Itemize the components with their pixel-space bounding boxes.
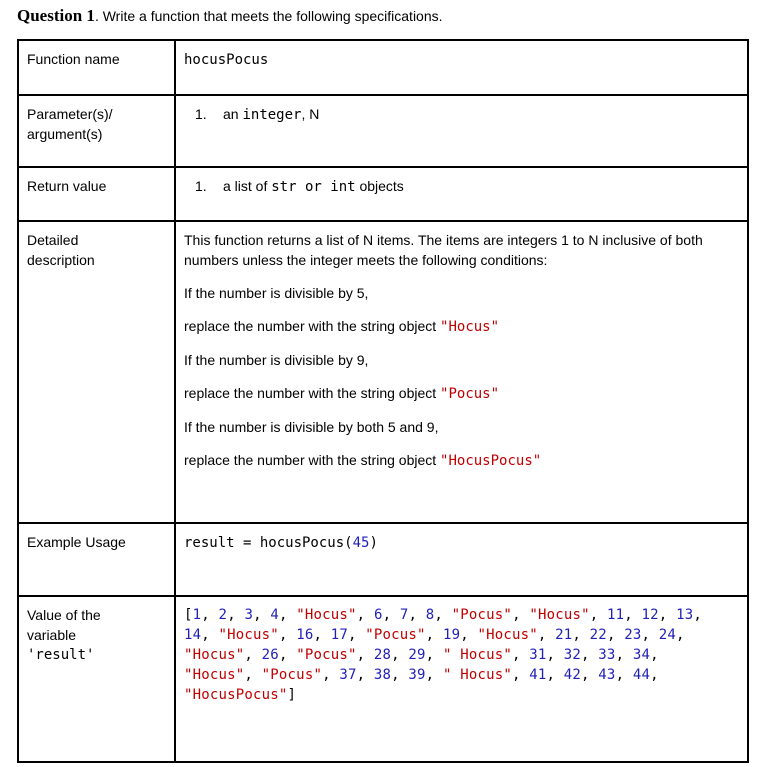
punctuation-token: ] [287,687,297,703]
punctuation-token: , [589,607,607,623]
question-heading [17,6,443,26]
punctuation-token: , [537,627,556,643]
replacement-3-text: replace the number with the string object [184,452,441,468]
return-prefix: a list of [223,178,272,194]
punctuation-token: , [676,627,685,643]
number-token: 44 [632,667,651,683]
string-token: "HocusPocus" [184,687,288,703]
condition-2: If the number is divisible by 9, [184,352,369,368]
punctuation-token: , [511,667,530,683]
string-token: "Hocus" [529,607,590,623]
question-instruction: . Write a function that meets the following specifications. [94,8,443,24]
string-token: "Pocus" [451,607,513,623]
punctuation-token: , [650,667,659,683]
punctuation-token: , [391,647,409,663]
punctuation-token: , [425,647,443,663]
result-list [184,605,739,705]
label-result-line3: 'result' [27,647,95,663]
value-function-name [175,40,748,95]
value-return-value [175,167,748,221]
number-token: 34 [632,647,651,663]
label-example-usage: Example Usage [18,523,175,596]
punctuation-token: , [658,607,677,623]
replacement-1-text: replace the number with the string object [184,318,441,334]
punctuation-token: , [434,607,452,623]
number-token: 43 [598,667,616,683]
punctuation-token: , [244,647,262,663]
label-description-line1: Detailed [27,232,79,248]
replacement-3-value: "HocusPocus" [440,453,542,469]
function-name: hocusPocus [184,52,269,68]
number-token: 38 [373,667,392,683]
number-token: 22 [589,627,607,643]
replacement-2 [184,383,739,404]
punctuation-token: , [641,627,659,643]
result-line [184,685,739,705]
punctuation-token: , [572,627,590,643]
punctuation-token: , [278,647,297,663]
row-result [18,596,748,762]
number-token: 11 [607,607,625,623]
punctuation-token: , [693,607,702,623]
punctuation-token: , [201,607,219,623]
replacement-2-value: "Pocus" [440,386,500,402]
label-function-name: Function name [18,40,175,95]
example-code-suffix: ) [369,535,378,551]
example-code-prefix: result = hocusPocus( [184,535,353,551]
punctuation-token: , [313,627,331,643]
punctuation-token: , [615,647,633,663]
number-token: 26 [261,647,279,663]
punctuation-token: , [356,607,374,623]
number-token: 4 [270,607,279,623]
punctuation-token: , [425,667,443,683]
punctuation-token: , [650,647,659,663]
number-token: 7 [399,607,409,623]
punctuation-token: [ [184,607,193,623]
number-token: 29 [408,647,426,663]
string-token: "Pocus" [365,627,426,643]
row-parameters [18,95,748,167]
number-token: 13 [676,607,694,623]
punctuation-token: , [512,607,530,623]
string-token: "Hocus" [184,647,245,663]
label-parameters-line1: Parameter(s)/ [27,106,113,122]
number-token: 39 [408,667,426,683]
result-line [184,625,739,645]
number-token: 1 [192,607,202,623]
number-token: 33 [598,647,616,663]
row-return-value [18,167,748,221]
number-token: 3 [244,607,254,623]
return-item [184,176,739,197]
number-token: 32 [563,647,582,663]
punctuation-token: , [606,627,625,643]
number-token: 16 [296,627,314,643]
parameter-name: , N [301,106,320,122]
value-example-usage [175,523,748,596]
number-token: 28 [373,647,392,663]
return-suffix: objects [355,178,404,194]
label-result [18,596,175,762]
specification-table [17,39,749,763]
label-parameters-line2: argument(s) [27,126,103,142]
label-description-line2: description [27,252,95,268]
result-line [184,645,739,665]
number-token: 12 [641,607,659,623]
string-token: " Hocus" [442,667,512,683]
number-token: 14 [184,627,202,643]
string-token: "Pocus" [261,667,323,683]
replacement-1 [184,316,739,337]
replacement-3 [184,450,739,471]
question-number: Question 1 [17,6,95,25]
number-token: 2 [218,607,228,623]
punctuation-token: , [408,607,426,623]
parameter-item [184,104,739,125]
number-token: 41 [529,667,547,683]
punctuation-token: , [278,627,297,643]
example-code-arg: 45 [352,535,370,551]
punctuation-token: , [581,667,599,683]
punctuation-token: , [624,607,642,623]
punctuation-token: , [511,647,530,663]
string-token: "Hocus" [477,627,538,643]
condition-1: If the number is divisible by 5, [184,285,369,301]
punctuation-token: , [546,667,564,683]
return-item-number: 1. [195,178,207,194]
return-middle: or [296,179,331,195]
punctuation-token: , [391,667,409,683]
value-parameters [175,95,748,167]
number-token: 37 [339,667,357,683]
number-token: 24 [658,627,676,643]
number-token: 31 [529,647,547,663]
replacement-2-text: replace the number with the string object [184,385,441,401]
punctuation-token: , [201,627,219,643]
string-token: "Hocus" [184,667,245,683]
punctuation-token: , [546,647,564,663]
return-type-int: int [330,179,356,195]
label-result-line2: variable [27,627,77,643]
string-token: "Pocus" [296,647,357,663]
result-line [184,605,739,625]
punctuation-token: , [244,667,262,683]
parameter-type: integer [242,107,302,123]
number-token: 21 [555,627,573,643]
label-result-line1: Value of the [27,607,101,623]
string-token: "Hocus" [218,627,279,643]
punctuation-token: , [382,607,400,623]
label-description [18,221,175,523]
number-token: 42 [563,667,582,683]
row-description [18,221,748,523]
parameter-prefix: an [223,106,243,122]
replacement-1-value: "Hocus" [440,319,500,335]
punctuation-token: , [356,647,374,663]
number-token: 17 [330,627,348,643]
string-token: "Hocus" [296,607,357,623]
label-return-value: Return value [18,167,175,221]
number-token: 23 [624,627,642,643]
punctuation-token: , [615,667,633,683]
punctuation-token: , [227,607,245,623]
return-type-str: str [271,179,297,195]
punctuation-token: , [322,667,340,683]
row-function-name [18,40,748,95]
row-example-usage [18,523,748,596]
description-intro: This function returns a list of N items. The items are integers 1 to N inclusive of both numbers unless the integer meets the following conditions: [184,232,703,268]
number-token: 8 [425,607,435,623]
value-result [175,596,748,762]
number-token: 19 [442,627,461,643]
punctuation-token: , [425,627,443,643]
value-description [175,221,748,523]
result-line [184,665,739,685]
punctuation-token: , [279,607,297,623]
punctuation-token: , [356,667,374,683]
punctuation-token: , [348,627,366,643]
number-token: 6 [373,607,383,623]
punctuation-token: , [581,647,599,663]
punctuation-token: , [253,607,271,623]
string-token: " Hocus" [442,647,512,663]
parameter-item-number: 1. [195,106,207,122]
punctuation-token: , [460,627,478,643]
condition-3: If the number is divisible by both 5 and 9, [184,419,439,435]
label-parameters [18,95,175,167]
